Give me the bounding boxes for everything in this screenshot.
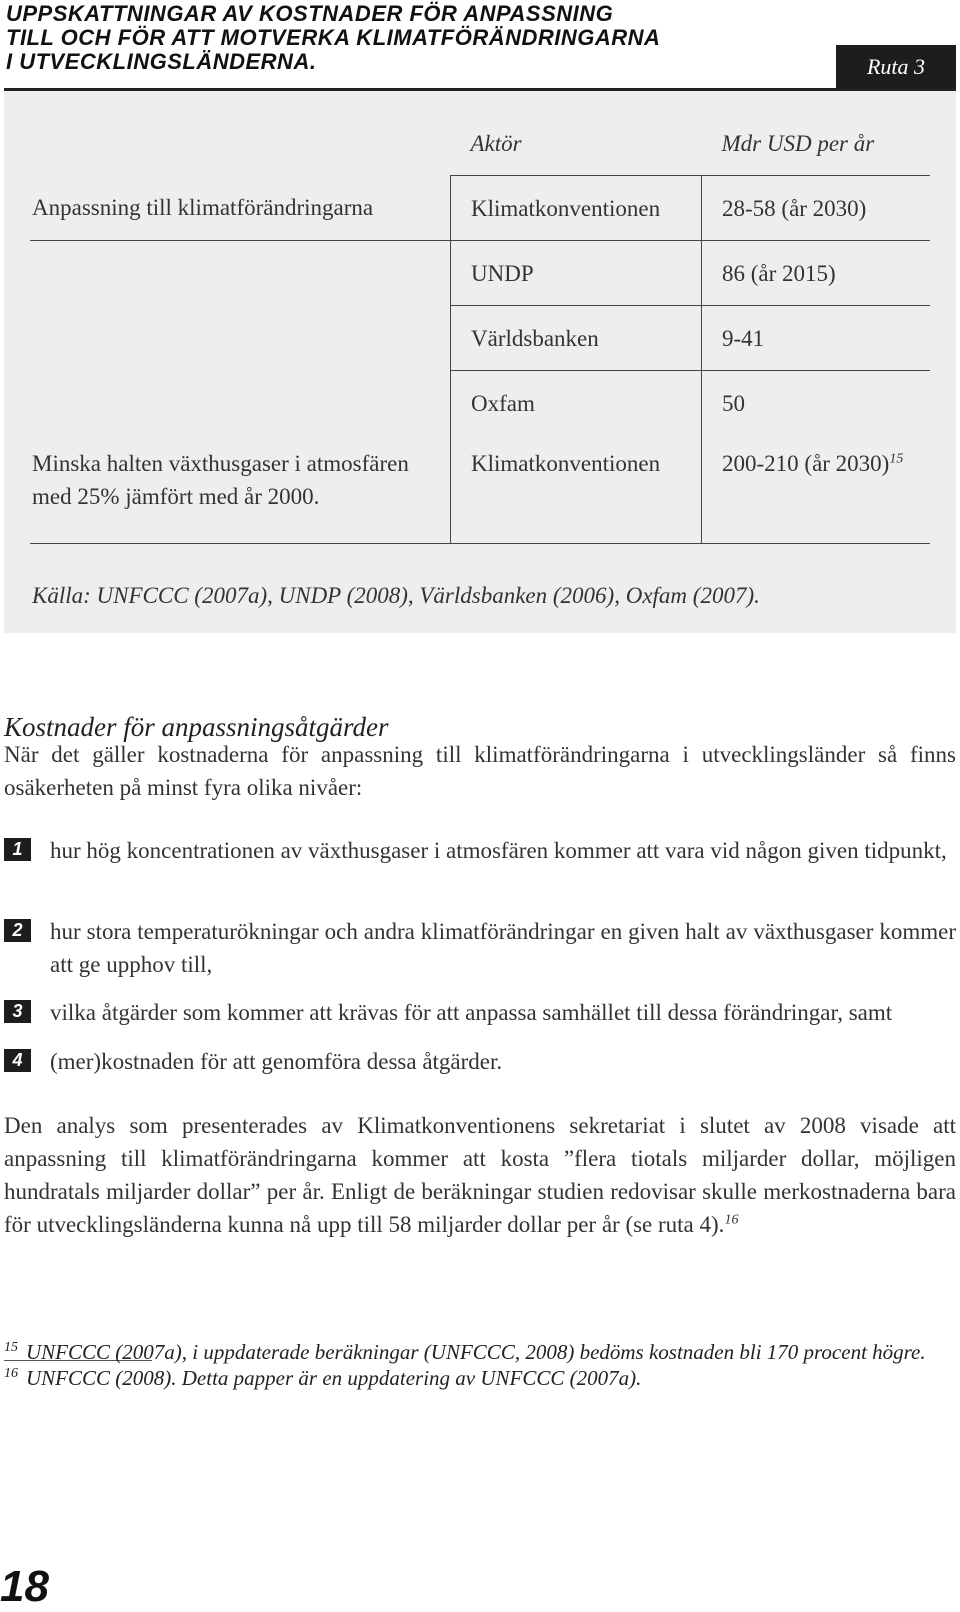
list-item-number: 2 [4, 919, 31, 942]
footnote-text: UNFCCC (2008). Detta papper är en uppdatering av UNFCCC (2007a). [26, 1366, 642, 1390]
box-source: Källa: UNFCCC (2007a), UNDP (2008), Världsbanken (2006), Oxfam (2007). [32, 583, 760, 608]
box-label: Ruta 3 [836, 45, 956, 88]
table-cell-actor: Oxfam [451, 371, 702, 436]
table-header-row [30, 113, 930, 176]
table-cell-value: 50 [702, 371, 931, 436]
table-cell-actor: Klimatkonventionen [451, 176, 702, 241]
table-cell-value: 28-58 (år 2030) [702, 176, 931, 241]
table-row [30, 306, 930, 371]
intro-paragraph: När det gäller kostnaderna för anpassning till klimatförändringarna i utvecklingsländer så finns osäkerheten på minst fyra olika nivåer: [4, 742, 956, 800]
table-header-actor: Aktör [451, 113, 702, 176]
cost-estimate-box [4, 88, 956, 633]
list-item-number: 1 [4, 838, 31, 861]
table-cell-value: 9-41 [702, 306, 931, 371]
list-item-text: (mer)kostnaden för att genomföra dessa åtgärder. [50, 1049, 503, 1074]
list-item-number: 4 [4, 1049, 31, 1072]
box-title-line: TILL OCH FÖR ATT MOTVERKA KLIMATFÖRÄNDRINGARNA [6, 25, 661, 50]
box-title-line: UPPSKATTNINGAR AV KOSTNADER FÖR ANPASSNING [6, 1, 614, 26]
box-title-line: I UTVECKLINGSLÄNDERNA. [6, 49, 317, 74]
table-cell-category [30, 241, 451, 306]
footnote [4, 1339, 926, 1365]
table-cell-category: Minska halten växthusgaser i atmosfären med 25% jämfört med år 2000. [30, 435, 451, 544]
table-row [30, 176, 930, 241]
table-header-empty [30, 113, 451, 176]
table-cell-category [30, 371, 451, 436]
body-paragraph [4, 1109, 956, 1241]
footnote [4, 1365, 641, 1391]
footnote-number: 16 [4, 1366, 18, 1381]
table-cell-category [30, 306, 451, 371]
footnote-number: 15 [4, 1340, 18, 1355]
list-item [4, 834, 956, 867]
table-cell-category: Anpassning till klimatförändringarna [30, 176, 451, 241]
table-row [30, 371, 930, 436]
footnote-ref: 15 [889, 451, 904, 467]
list-item [4, 996, 956, 1029]
table-cell-value [702, 435, 931, 544]
table-row [30, 241, 930, 306]
list-item-text: vilka åtgärder som kommer att krävas för att anpassa samhället till dessa förändringar, samt [50, 1000, 893, 1025]
table-cell-value: 86 (år 2015) [702, 241, 931, 306]
table-cell-value-text: 200-210 (år 2030) [722, 451, 890, 476]
page-number: 18 [0, 1562, 49, 1611]
list-item-number: 3 [4, 1000, 31, 1023]
list-item [4, 915, 956, 981]
table-header-value: Mdr USD per år [702, 113, 931, 176]
cost-table [30, 113, 930, 544]
table-cell-actor: Klimatkonventionen [451, 435, 702, 544]
box-title [6, 2, 826, 74]
section-heading: Kostnader för anpassningsåtgärder [4, 712, 389, 742]
list-item-text: hur stora temperaturökningar och andra klimatförändringar en given halt av växthusgaser kommer att ge upphov till, [50, 919, 956, 977]
body-paragraph-text: Den analys som presenterades av Klimatkonventionens sekretariat i slutet av 2008 visade att anpassning till klimatförändringarna kommer att kosta ”flera tiotals miljarder dollar, möjligen hundratals miljarder dollar” per år. Enligt de beräkningar studien redovisar skulle merkostnaderna bara för utvecklingsländerna kunna nå upp till 58 miljarder dollar per år (se ruta 4). [4, 1113, 956, 1237]
footnote-ref: 16 [724, 1212, 739, 1228]
table-row [30, 435, 930, 544]
list-item [4, 1045, 956, 1078]
table-cell-actor: UNDP [451, 241, 702, 306]
list-item-text: hur hög koncentrationen av växthusgaser i atmosfären kommer att vara vid någon given tidpunkt, [50, 838, 947, 863]
footnote-text: UNFCCC (2007a), i uppdaterade beräkningar (UNFCCC, 2008) bedöms kostnaden bli 170 procent högre. [26, 1340, 926, 1364]
table-cell-actor: Världsbanken [451, 306, 702, 371]
